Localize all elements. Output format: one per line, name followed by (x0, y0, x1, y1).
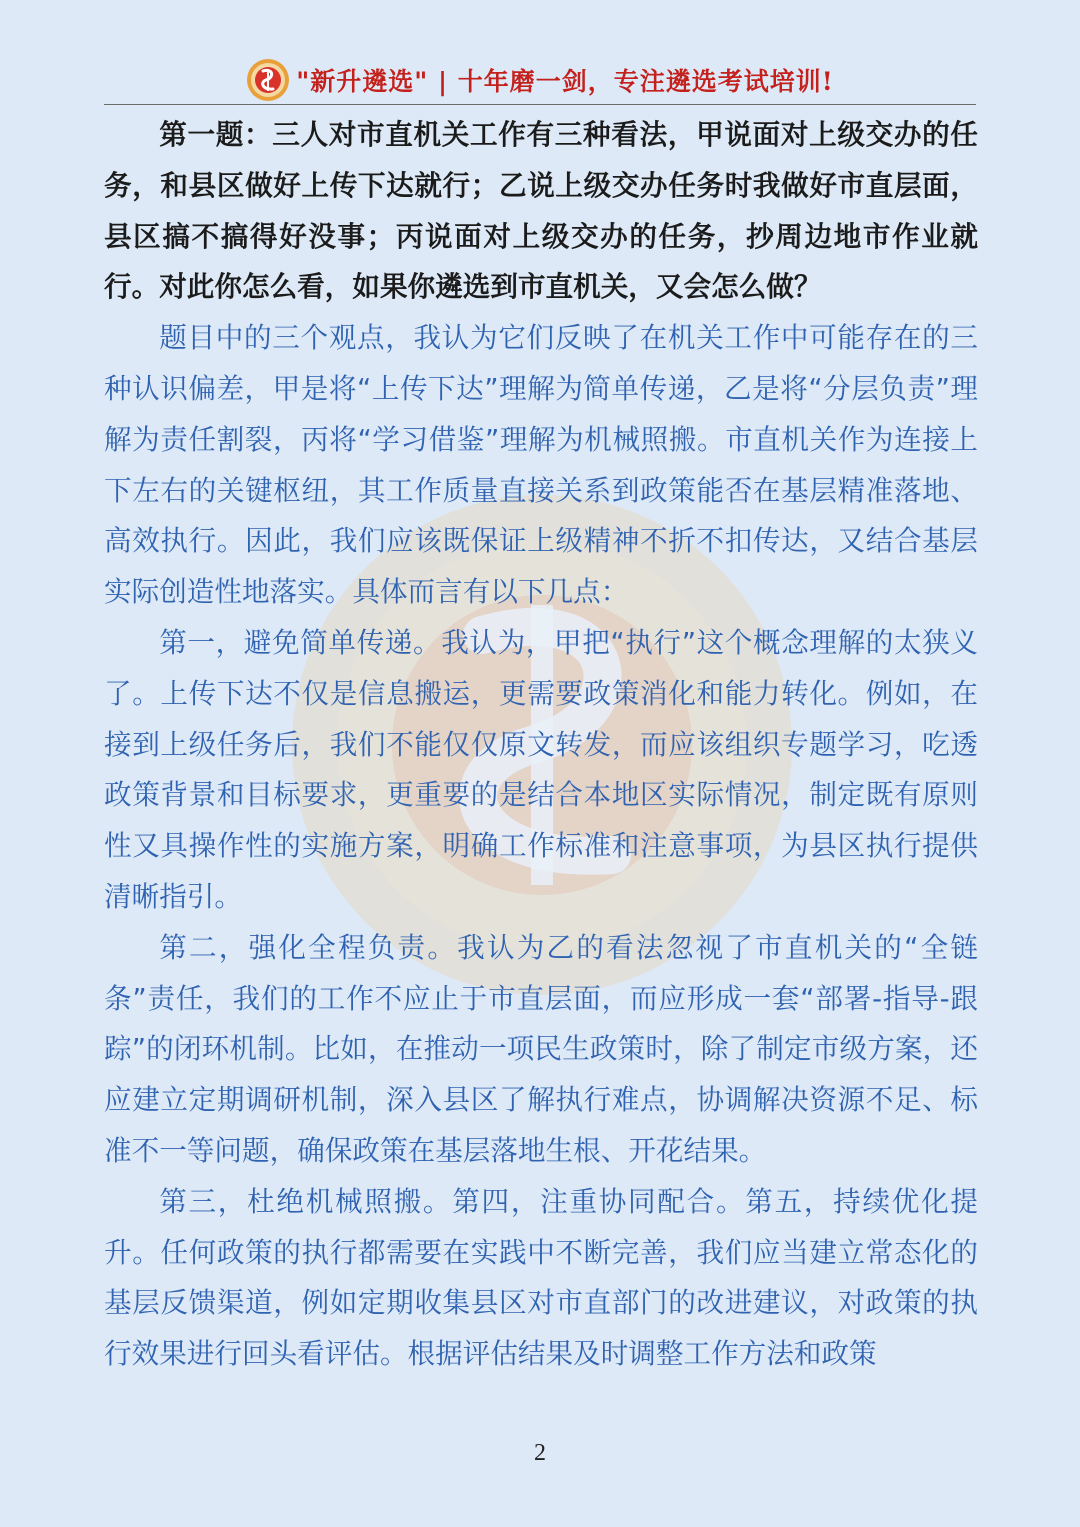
page-number: 2 (534, 1440, 546, 1466)
header-title: "新升遴选" | 十年磨一剑，专注遴选考试培训! (296, 67, 834, 96)
answer-paragraph-first-point: 第一，避免简单传递。我认为，甲把“执行”这个概念理解的太狭义了。上传下达不仅是信息搬运，更需要政策消化和能力转化。例如，在接到上级任务后，我们不能仅仅原文转发，而应该组织专题学习，吃透政策背景和目标要求，更重要的是结合本地区实际情况，制定既有原则性又具操作性的实施方案，明确工作标准和注意事项，为县区执行提供清晰指引。 (104, 625, 979, 913)
document-body (104, 110, 978, 1380)
answer-paragraph-third-to-fifth-points: 第三，杜绝机械照搬。第四，注重协同配合。第五，持续优化提升。任何政策的执行都需要在实践中不断完善，我们应当建立常态化的基层反馈渠道，例如定期收集县区对市直部门的改进建议，对政策的执行效果进行回头看评估。根据评估结果及时调整工作方法和政策 (104, 1184, 978, 1371)
xinsheng-logo-icon (246, 58, 290, 102)
question-paragraph: 第一题：三人对市直机关工作有三种看法，甲说面对上级交办的任务，和县区做好上传下达就行；乙说上级交办任务时我做好市直层面，县区搞不搞得好没事；丙说面对上级交办的任务，抄周边地市作业就行。对此你怎么看，如果你遴选到市直机关，又会怎么做？ (104, 118, 978, 304)
page-header (104, 56, 976, 105)
answer-paragraph-second-point: 第二，强化全程负责。我认为乙的看法忽视了市直机关的“全链条”责任，我们的工作不应止于市直层面，而应形成一套“部署-指导-跟踪”的闭环机制。比如，在推动一项民生政策时，除了制定市级方案，还应建立定期调研机制，深入县区了解执行难点，协调解决资源不足、标准不一等问题，确保政策在基层落地生根、开花结果。 (104, 930, 978, 1167)
answer-paragraph-intro: 题目中的三个观点，我认为它们反映了在机关工作中可能存在的三种认识偏差，甲是将“上传下达”理解为简单传递，乙是将“分层负责”理解为责任割裂，丙将“学习借鉴”理解为机械照搬。市直机关作为连接上下左右的关键枢纽，其工作质量直接关系到政策能否在基层精准落地、高效执行。因此，我们应该既保证上级精神不折不扣传达，又结合基层实际创造性地落实。具体而言有以下几点： (104, 321, 978, 609)
